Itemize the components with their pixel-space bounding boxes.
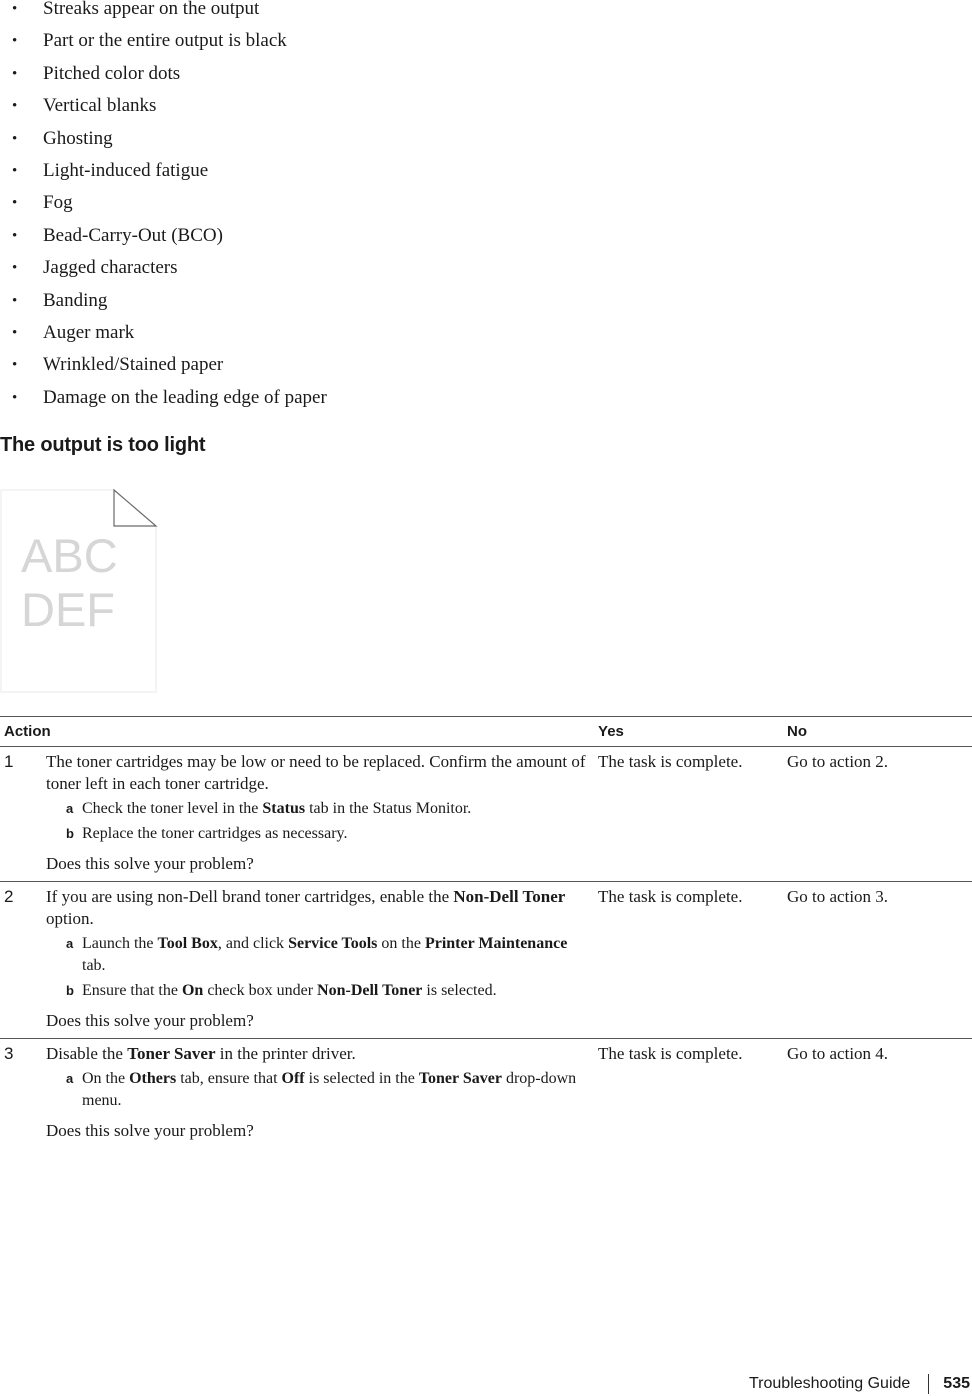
list-item-text: Streaks appear on the output (43, 0, 260, 19)
header-action: Action (0, 717, 594, 747)
list-item (0, 349, 327, 381)
text-run: tab in the Status Monitor. (305, 800, 472, 817)
list-item (0, 187, 327, 219)
yes-cell: The task is complete. (598, 1044, 743, 1063)
text-run: Ensure that the (82, 982, 182, 999)
table-row (0, 882, 972, 1039)
action-number: 2 (0, 882, 42, 1039)
text-run: Replace the toner cartridges as necessary. (82, 825, 348, 842)
page-number: 535 (943, 1375, 970, 1392)
text-run: on the (377, 935, 425, 952)
text-run: , and click (217, 935, 289, 952)
bullet-icon: • (12, 65, 18, 82)
list-item (0, 382, 327, 414)
sub-step (46, 933, 590, 977)
page-footer (749, 1374, 970, 1394)
list-item-text: Bead-Carry-Out (BCO) (43, 224, 223, 246)
ui-term: Status (262, 800, 306, 817)
list-item-text: Damage on the leading edge of paper (43, 386, 327, 408)
list-item (0, 285, 327, 317)
ui-term: Off (281, 1070, 305, 1087)
bullet-icon: • (12, 260, 18, 277)
header-no: No (783, 717, 972, 747)
table-header-row (0, 717, 972, 747)
bullet-icon: • (12, 292, 18, 309)
list-item (0, 25, 327, 57)
ui-term: Toner Saver (418, 1070, 502, 1087)
sub-step (46, 1068, 590, 1112)
list-item (0, 123, 327, 155)
text-run: check box under (203, 982, 318, 999)
ui-term: Non-Dell Toner (317, 982, 423, 999)
bullet-icon: • (12, 389, 18, 406)
text-run: drop-down menu. (82, 1070, 577, 1109)
symptom-list (0, 0, 327, 414)
list-item (0, 220, 327, 252)
footer-divider (928, 1374, 929, 1394)
action-text (46, 886, 590, 930)
list-item (0, 0, 327, 25)
yes-cell: The task is complete. (594, 747, 783, 882)
sub-step-text (82, 798, 471, 820)
list-item-text: Pitched color dots (43, 62, 181, 84)
text-run: Disable the (46, 1044, 128, 1063)
folded-corner (114, 490, 156, 526)
bullet-icon: • (12, 324, 18, 341)
sub-step-text (82, 1068, 590, 1112)
text-run: in the printer driver. (215, 1044, 356, 1063)
question-text: Does this solve your problem? (46, 1011, 254, 1030)
list-item (0, 317, 327, 349)
list-item (0, 252, 327, 284)
bullet-icon: • (12, 33, 18, 50)
bullet-icon: • (12, 130, 18, 147)
ui-term: On (181, 982, 204, 999)
action-cell (42, 882, 594, 1039)
text-run: The toner cartridges may be low or need to be replaced. Confirm the amount of toner left in each toner cartridge. (46, 752, 586, 793)
sub-step (46, 798, 590, 820)
question-text: Does this solve your problem? (46, 854, 254, 873)
light-output-illustration (0, 488, 160, 696)
text-run: Check the toner level in the (82, 800, 263, 817)
header-yes: Yes (594, 717, 783, 747)
table-row (0, 747, 972, 882)
action-number: 3 (4, 1044, 14, 1063)
action-table (0, 716, 972, 1148)
list-item-text: Part or the entire output is black (43, 30, 287, 52)
sub-step (46, 823, 590, 845)
text-run: Launch the (82, 935, 158, 952)
bullet-icon: • (12, 98, 18, 115)
sub-step-letter: b (66, 983, 74, 998)
text-run: is selected. (422, 982, 497, 999)
action-text (46, 1043, 590, 1065)
bullet-icon: • (12, 195, 18, 212)
list-item (0, 90, 327, 122)
bullet-icon: • (12, 357, 18, 374)
list-item-text: Jagged characters (43, 257, 178, 279)
bullet-icon: • (12, 1, 18, 17)
table-row (0, 1039, 972, 1149)
ui-term: Others (129, 1070, 177, 1087)
sub-step-text (82, 980, 497, 1002)
list-item-text: Light-induced fatigue (43, 159, 209, 181)
list-item-text: Ghosting (43, 127, 113, 149)
no-cell: Go to action 3. (783, 882, 972, 1039)
section-heading: The output is too light (0, 434, 206, 456)
question-text: Does this solve your problem? (46, 1121, 254, 1140)
footer-title: Troubleshooting Guide (749, 1375, 911, 1392)
list-item-text: Auger mark (43, 321, 135, 343)
no-cell: Go to action 2. (783, 747, 972, 882)
list-item-text: Vertical blanks (43, 95, 157, 117)
list-item (0, 155, 327, 187)
ui-term: Tool Box (157, 935, 218, 952)
text-run: tab. (82, 957, 106, 974)
list-item (0, 58, 327, 90)
list-item-text: Fog (43, 192, 73, 214)
sample-text-line1: ABC (21, 529, 118, 582)
sample-text-line2: DEF (21, 583, 115, 636)
text-run: On the (82, 1070, 130, 1087)
sub-step-text (82, 933, 590, 977)
text-run: tab, ensure that (176, 1070, 282, 1087)
no-cell: Go to action 4. (787, 1044, 889, 1063)
yes-cell: The task is complete. (594, 882, 783, 1039)
list-item-text: Wrinkled/Stained paper (43, 354, 224, 376)
sub-step-letter: a (66, 1071, 74, 1086)
text-run: option. (46, 909, 94, 928)
action-cell (42, 747, 594, 882)
sub-step-letter: a (66, 936, 74, 951)
action-text (46, 751, 590, 795)
ui-term: Toner Saver (127, 1044, 216, 1063)
sub-step-text (82, 823, 348, 845)
sub-step (46, 980, 590, 1002)
bullet-icon: • (12, 227, 18, 244)
text-run: is selected in the (304, 1070, 419, 1087)
action-cell (42, 1039, 594, 1149)
ui-term: Service Tools (288, 935, 378, 952)
ui-term: Non-Dell Toner (453, 887, 566, 906)
sub-step-letter: a (66, 801, 74, 816)
list-item-text: Banding (43, 289, 108, 311)
action-number: 1 (0, 747, 42, 882)
text-run: If you are using non-Dell brand toner cartridges, enable the (46, 887, 454, 906)
sub-step-letter: b (66, 826, 74, 841)
action-rows (0, 747, 972, 1149)
ui-term: Printer Maintenance (424, 935, 568, 952)
bullet-icon: • (12, 162, 18, 179)
